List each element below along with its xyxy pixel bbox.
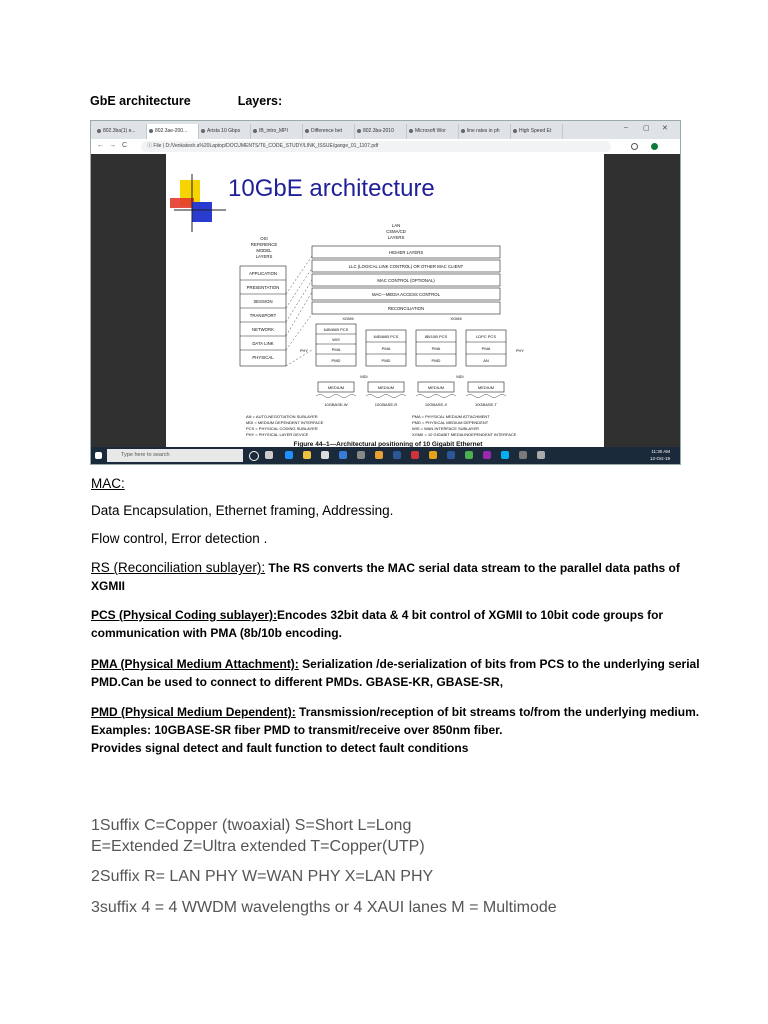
osi-data-link: DATA LINK	[252, 341, 274, 346]
col2-name: 10GBASE-R	[374, 402, 398, 407]
architecture-diagram	[166, 154, 604, 447]
suffix-1-line-a: 1Suffix C=Copper (twoaxial) S=Short L=Long	[91, 817, 412, 834]
col4-pcs: LDPC PCS	[475, 334, 497, 339]
col2-pmd: PMD	[381, 358, 391, 363]
maximize-icon: ▢	[643, 125, 650, 132]
windows-start-icon	[95, 452, 102, 459]
mac-line-1: Data Encapsulation, Ethernet framing, Addressing.	[91, 503, 394, 518]
suffix-2: 2Suffix R= LAN PHY W=WAN PHY X=LAN PHY	[91, 868, 434, 885]
mac-layer: MAC—MEDIA ACCESS CONTROL	[371, 292, 441, 297]
legend-an: AN = AUTO-NEGOTIATION SUBLAYER	[246, 414, 318, 419]
suffix-3: 3suffix 4 = 4 WWDM wavelengths or 4 XAUI lanes M = Multimode	[91, 899, 557, 916]
col3-pcs: 8B/10B PCS	[424, 334, 448, 339]
suffix-1-line-b: E=Extended Z=Ultra extended T=Copper(UTP)	[91, 838, 425, 855]
heading-layers: Layers:	[237, 94, 283, 108]
pcs-term: PCS (Physical Coding sublayer):	[91, 608, 278, 622]
embedded-screenshot	[90, 120, 681, 465]
minimize-icon: –	[624, 124, 628, 131]
mac-title: MAC:	[91, 476, 125, 491]
close-icon: ✕	[662, 125, 668, 132]
taskbar-clock	[650, 448, 670, 462]
edge-icon	[285, 451, 293, 459]
pmd-text: Transmission/reception of bit streams to/from the underlying medium.	[295, 705, 700, 719]
browser-tab-bar	[91, 121, 680, 139]
legend-mdi: MDI = MEDIUM DEPENDENT INTERFACE	[246, 420, 324, 425]
task-view-icon	[265, 451, 273, 459]
app-icon	[375, 451, 383, 459]
clock-time: 11:30 AM	[651, 449, 670, 454]
slide-title: 10GbE architecture	[228, 175, 435, 202]
chrome-icon	[465, 451, 473, 459]
browser-tab: line rates in ph	[459, 124, 511, 139]
windows-taskbar	[91, 447, 680, 464]
col3-pmd: PMD	[431, 358, 441, 363]
app-icon	[519, 451, 527, 459]
col1-pcs: 64B/66B PCS	[323, 327, 349, 332]
pcs-text: Encodes 32bit data & 4 bit control of XGMII to 10bit code groups for communication with PMA (8b/10b encoding.	[91, 608, 664, 640]
word-icon	[447, 451, 455, 459]
acrobat-icon	[411, 451, 419, 459]
suffix-1	[91, 815, 425, 857]
explorer-icon	[303, 451, 311, 459]
logo-square-blue	[192, 202, 212, 222]
app-icon	[357, 451, 365, 459]
page-heading	[90, 94, 282, 108]
browser-tab: Microsoft Wor	[407, 124, 459, 139]
pcs-paragraph	[91, 606, 701, 642]
skype-icon	[501, 451, 509, 459]
zoom-icon	[631, 143, 638, 150]
col3-medium: MEDIUM	[427, 385, 445, 390]
mdi-label-right: MDI	[456, 374, 464, 379]
mac-control-layer: MAC CONTROL (OPTIONAL)	[377, 278, 435, 283]
browser-tab: IB_intro_MPI	[251, 124, 303, 139]
figure-caption: Figure 44–1—Architectural positioning of 10 Gigabit Ethernet	[293, 441, 483, 447]
app-icon	[483, 451, 491, 459]
rs-paragraph	[91, 559, 701, 595]
svg-text:LAYERS: LAYERS	[255, 254, 273, 259]
osi-presentation: PRESENTATION	[246, 285, 280, 290]
col3-name: 10GBASE-X	[424, 402, 448, 407]
profile-avatar	[651, 143, 658, 150]
osi-application: APPLICATION	[248, 271, 278, 276]
address-field: ⓘ File | D:/Venkatesh.a%20Laptop/DOCUMENTS/T6_CODE_STUDY/LINK_ISSUE/gange_01_1107.pdf	[141, 141, 611, 152]
logo-square-red	[170, 198, 194, 208]
col4-medium: MEDIUM	[477, 385, 495, 390]
osi-session: SESSION	[253, 299, 273, 304]
mail-icon	[339, 451, 347, 459]
col2-pma: PMA	[381, 346, 391, 351]
browser-tab: High Speed Et	[511, 124, 563, 139]
pma-text: Serialization /de-serialization of bits from PCS to the underlying serial PMD.Can be used to connect to different PMDs. GBASE-KR, GBASE-SR,	[91, 657, 700, 689]
outlook-icon	[393, 451, 401, 459]
legend-phy: PHY = PHYSICAL LAYER DEVICE	[246, 432, 309, 437]
pma-paragraph	[91, 655, 701, 691]
col1-pmd: PMD	[331, 358, 341, 363]
osi-label: OSI	[260, 236, 268, 241]
osi-network: NETWORK	[252, 327, 274, 332]
mac-line-2: Flow control, Error detection .	[91, 531, 268, 546]
browser-tab: 802.3ba-2010	[355, 124, 407, 139]
col4-an: AN	[483, 358, 489, 363]
svg-text:MODEL: MODEL	[256, 248, 272, 253]
rs-text: The RS converts the MAC serial data stream to the parallel data paths of XGMII	[91, 561, 680, 593]
phy-label-left: PHY	[299, 348, 309, 353]
browser-tab-active: 802.3ae-200...	[147, 124, 199, 139]
browser-tab: Arista 10 Gbps	[199, 124, 251, 139]
xgmii-label-right: XGMII	[450, 316, 462, 321]
forward-icon: →	[109, 142, 116, 149]
store-icon	[321, 451, 329, 459]
col1-medium: MEDIUM	[327, 385, 345, 390]
legend-xgmii: XGMII = 10 GIGABIT MEDIA INDEPENDENT INTERFACE	[412, 432, 517, 437]
pdf-slide	[166, 154, 604, 447]
taskbar-search: Type here to search	[107, 449, 243, 462]
osi-physical: PHYSICAL	[252, 355, 274, 360]
pmd-term: PMD (Physical Medium Dependent):	[91, 705, 296, 719]
col1-pma: PMA	[331, 347, 341, 352]
back-icon: ←	[97, 142, 104, 149]
higher-layers: HIGHER LAYERS	[388, 250, 424, 255]
app-icon	[429, 451, 437, 459]
reload-icon: C	[122, 142, 128, 149]
col4-pma: PMA	[481, 346, 491, 351]
app-icon	[537, 451, 545, 459]
pdf-viewer	[91, 154, 680, 447]
svg-text:REFERENCE: REFERENCE	[250, 242, 278, 247]
legend-pmd: PMD = PHYSICAL MEDIUM DEPENDENT	[412, 420, 489, 425]
mdi-label-left: MDI	[360, 374, 368, 379]
rs-term: RS (Reconciliation sublayer):	[91, 560, 266, 575]
browser-tab: Difference bet	[303, 124, 355, 139]
pmd-example: Examples: 10GBASE-SR fiber PMD to transmit/receive over 850nm fiber.	[91, 723, 503, 737]
llc-layer: LLC (LOGICAL LINK CONTROL) OR OTHER MAC CLIENT	[348, 264, 464, 269]
pma-term: PMA (Physical Medium Attachment):	[91, 657, 299, 671]
pmd-paragraph	[91, 703, 701, 757]
legend-pcs: PCS = PHYSICAL CODING SUBLAYER	[246, 426, 318, 431]
legend-wis: WIS = WAN INTERFACE SUBLAYER	[412, 426, 480, 431]
col1-wis: WIS	[332, 337, 340, 342]
col4-name: 10GBASE-T	[474, 402, 498, 407]
browser-tab: 802.3ba(1) e...	[95, 124, 147, 139]
legend-pma: PMA = PHYSICAL MEDIUM ATTACHMENT	[412, 414, 490, 419]
col1-name: 10GBASE-W	[324, 402, 348, 407]
col3-pma: PMA	[431, 346, 441, 351]
col2-pcs: 64B/66B PCS	[373, 334, 399, 339]
phy-label-right: PHY	[515, 348, 525, 353]
osi-transport: TRANSPORT	[249, 313, 277, 318]
reconciliation-layer: RECONCILIATION	[387, 306, 425, 311]
browser-address-bar	[91, 139, 680, 155]
lan-label: LAN	[391, 223, 401, 228]
cortana-icon	[249, 451, 259, 461]
heading-architecture: GbE architecture	[90, 94, 191, 108]
svg-text:LAYERS: LAYERS	[387, 235, 405, 240]
col2-medium: MEDIUM	[377, 385, 395, 390]
svg-text:CSMA/CD: CSMA/CD	[386, 229, 406, 234]
clock-date: 12-Oct-19	[649, 456, 670, 461]
pmd-provides: Provides signal detect and fault function to detect fault conditions	[91, 741, 469, 755]
xgmii-label-left: XGMII	[342, 316, 354, 321]
